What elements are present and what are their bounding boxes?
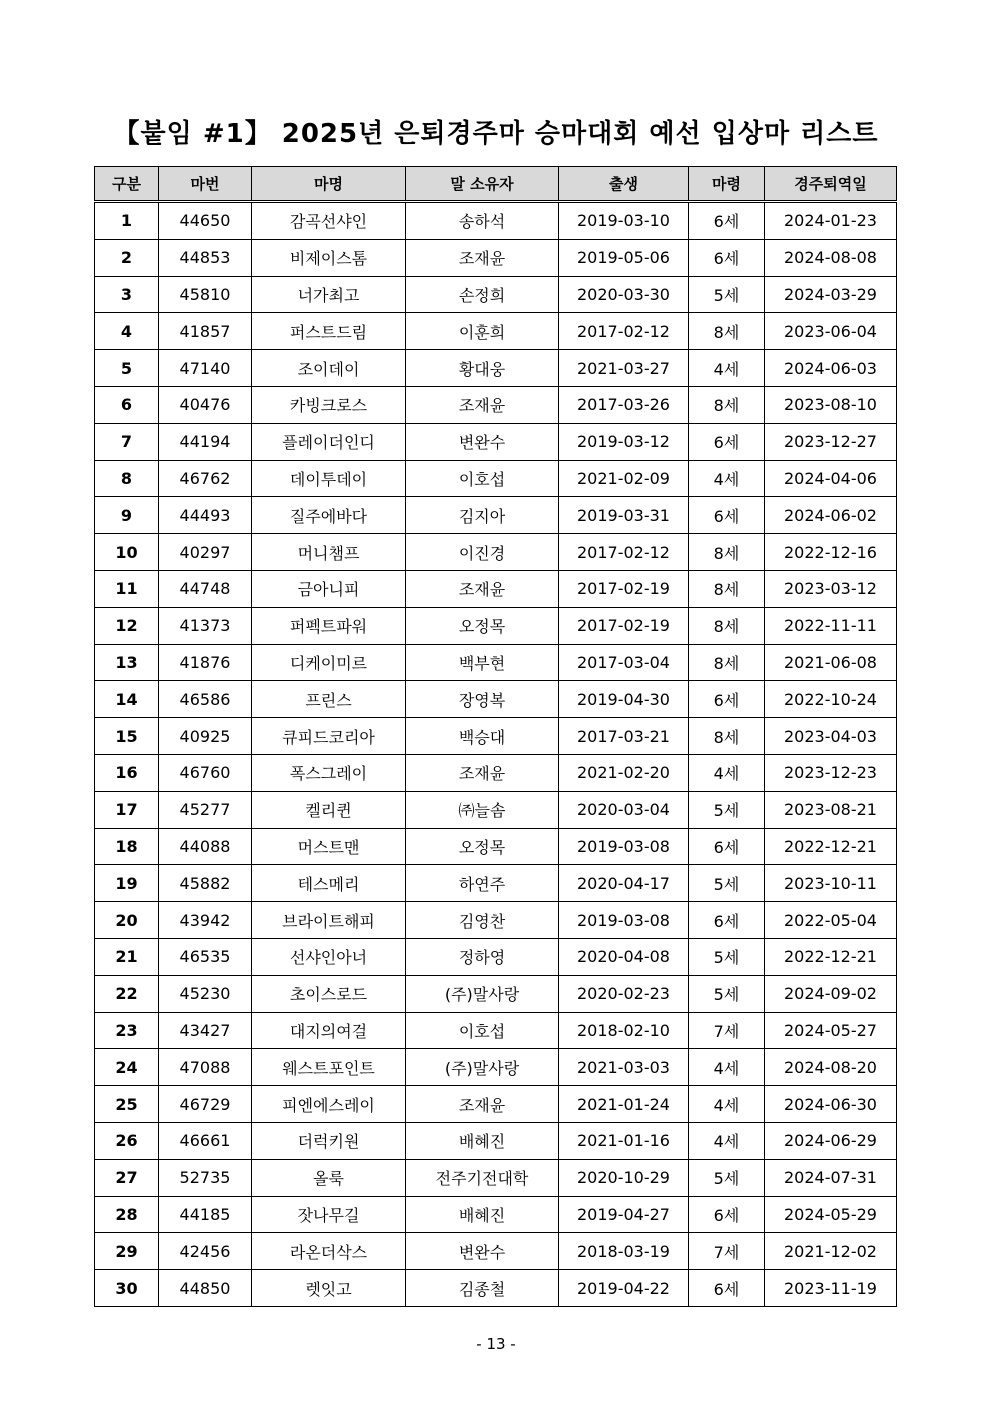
horse-name-cell: 데이투데이 <box>252 460 406 497</box>
birth-date-cell: 2021-01-24 <box>559 1086 689 1123</box>
table-row <box>95 570 897 607</box>
owner-cell: 조재윤 <box>406 570 559 607</box>
table-row <box>95 313 897 350</box>
owner-cell: ㈜늘솜 <box>406 791 559 828</box>
retirement-date-cell: 2024-08-08 <box>765 239 897 276</box>
column-header: 말 소유자 <box>406 167 559 202</box>
owner-cell: 배혜진 <box>406 1196 559 1233</box>
owner-cell: 이진경 <box>406 534 559 571</box>
row-number-cell: 1 <box>95 202 159 240</box>
retirement-date-cell: 2024-07-31 <box>765 1159 897 1196</box>
column-header: 경주퇴역일 <box>765 167 897 202</box>
age-cell: 5세 <box>689 865 765 902</box>
birth-date-cell: 2019-03-08 <box>559 828 689 865</box>
birth-date-cell: 2021-02-20 <box>559 754 689 791</box>
horse-id-cell: 46762 <box>159 460 252 497</box>
age-cell: 4세 <box>689 1086 765 1123</box>
birth-date-cell: 2017-03-26 <box>559 386 689 423</box>
table-row <box>95 607 897 644</box>
age-cell: 7세 <box>689 1012 765 1049</box>
birth-date-cell: 2019-03-12 <box>559 423 689 460</box>
age-cell: 6세 <box>689 902 765 939</box>
horse-id-cell: 45277 <box>159 791 252 828</box>
table-row <box>95 202 897 240</box>
table-row <box>95 423 897 460</box>
owner-cell: 김지아 <box>406 497 559 534</box>
horse-name-cell: 머스트맨 <box>252 828 406 865</box>
row-number-cell: 29 <box>95 1233 159 1270</box>
row-number-cell: 4 <box>95 313 159 350</box>
birth-date-cell: 2019-05-06 <box>559 239 689 276</box>
table-row <box>95 975 897 1012</box>
birth-date-cell: 2020-10-29 <box>559 1159 689 1196</box>
retirement-date-cell: 2021-06-08 <box>765 644 897 681</box>
table-row <box>95 276 897 313</box>
retirement-date-cell: 2024-01-23 <box>765 202 897 240</box>
horse-id-cell: 45810 <box>159 276 252 313</box>
row-number-cell: 28 <box>95 1196 159 1233</box>
horse-id-cell: 45230 <box>159 975 252 1012</box>
row-number-cell: 15 <box>95 718 159 755</box>
horse-id-cell: 47140 <box>159 350 252 387</box>
owner-cell: 황대웅 <box>406 350 559 387</box>
table-row <box>95 534 897 571</box>
horse-name-cell: 금아니피 <box>252 570 406 607</box>
owner-cell: 오정목 <box>406 607 559 644</box>
retirement-date-cell: 2024-04-06 <box>765 460 897 497</box>
horse-id-cell: 44650 <box>159 202 252 240</box>
row-number-cell: 5 <box>95 350 159 387</box>
age-cell: 5세 <box>689 975 765 1012</box>
owner-cell: 김영찬 <box>406 902 559 939</box>
table-row <box>95 681 897 718</box>
table-row <box>95 791 897 828</box>
horse-id-cell: 40476 <box>159 386 252 423</box>
retirement-date-cell: 2024-03-29 <box>765 276 897 313</box>
horse-id-cell: 40297 <box>159 534 252 571</box>
horse-name-cell: 플레이더인디 <box>252 423 406 460</box>
horse-id-cell: 46729 <box>159 1086 252 1123</box>
horse-name-cell: 폭스그레이 <box>252 754 406 791</box>
column-header: 마번 <box>159 167 252 202</box>
birth-date-cell: 2017-02-12 <box>559 534 689 571</box>
table-row <box>95 460 897 497</box>
horse-name-cell: 잣나무길 <box>252 1196 406 1233</box>
horse-id-cell: 41857 <box>159 313 252 350</box>
birth-date-cell: 2017-02-19 <box>559 607 689 644</box>
retirement-date-cell: 2023-12-23 <box>765 754 897 791</box>
table-header-row <box>95 167 897 202</box>
horse-name-cell: 웨스트포인트 <box>252 1049 406 1086</box>
birth-date-cell: 2019-04-27 <box>559 1196 689 1233</box>
age-cell: 4세 <box>689 754 765 791</box>
table-row <box>95 865 897 902</box>
owner-cell: 백승대 <box>406 718 559 755</box>
owner-cell: (주)말사랑 <box>406 1049 559 1086</box>
row-number-cell: 17 <box>95 791 159 828</box>
owner-cell: 이훈희 <box>406 313 559 350</box>
owner-cell: (주)말사랑 <box>406 975 559 1012</box>
age-cell: 4세 <box>689 460 765 497</box>
age-cell: 6세 <box>689 681 765 718</box>
horse-name-cell: 대지의여걸 <box>252 1012 406 1049</box>
row-number-cell: 18 <box>95 828 159 865</box>
horse-id-cell: 44853 <box>159 239 252 276</box>
birth-date-cell: 2020-03-30 <box>559 276 689 313</box>
horse-id-cell: 46535 <box>159 938 252 975</box>
age-cell: 8세 <box>689 644 765 681</box>
age-cell: 4세 <box>689 1049 765 1086</box>
retirement-date-cell: 2023-11-19 <box>765 1270 897 1307</box>
table-row <box>95 902 897 939</box>
age-cell: 6세 <box>689 497 765 534</box>
retirement-date-cell: 2024-06-03 <box>765 350 897 387</box>
row-number-cell: 11 <box>95 570 159 607</box>
retirement-date-cell: 2023-10-11 <box>765 865 897 902</box>
table-row <box>95 350 897 387</box>
table-row <box>95 1159 897 1196</box>
owner-cell: 조재윤 <box>406 754 559 791</box>
birth-date-cell: 2017-03-21 <box>559 718 689 755</box>
horse-name-cell: 너가최고 <box>252 276 406 313</box>
horse-id-cell: 52735 <box>159 1159 252 1196</box>
table-row <box>95 644 897 681</box>
birth-date-cell: 2020-03-04 <box>559 791 689 828</box>
owner-cell: 조재윤 <box>406 386 559 423</box>
age-cell: 8세 <box>689 386 765 423</box>
horse-name-cell: 질주에바다 <box>252 497 406 534</box>
age-cell: 6세 <box>689 1196 765 1233</box>
birth-date-cell: 2019-03-08 <box>559 902 689 939</box>
age-cell: 8세 <box>689 313 765 350</box>
horse-id-cell: 46661 <box>159 1122 252 1159</box>
table-row <box>95 754 897 791</box>
row-number-cell: 7 <box>95 423 159 460</box>
column-header: 마명 <box>252 167 406 202</box>
horse-name-cell: 프린스 <box>252 681 406 718</box>
owner-cell: 손정희 <box>406 276 559 313</box>
age-cell: 4세 <box>689 350 765 387</box>
horse-name-cell: 올룩 <box>252 1159 406 1196</box>
horse-name-cell: 테스메리 <box>252 865 406 902</box>
horse-id-cell: 44748 <box>159 570 252 607</box>
horse-id-cell: 44185 <box>159 1196 252 1233</box>
retirement-date-cell: 2022-12-21 <box>765 938 897 975</box>
age-cell: 5세 <box>689 938 765 975</box>
retirement-date-cell: 2022-05-04 <box>765 902 897 939</box>
horse-id-cell: 42456 <box>159 1233 252 1270</box>
row-number-cell: 22 <box>95 975 159 1012</box>
age-cell: 8세 <box>689 718 765 755</box>
column-header: 구분 <box>95 167 159 202</box>
birth-date-cell: 2021-01-16 <box>559 1122 689 1159</box>
birth-date-cell: 2019-03-10 <box>559 202 689 240</box>
age-cell: 8세 <box>689 607 765 644</box>
retirement-date-cell: 2023-12-27 <box>765 423 897 460</box>
column-header: 마령 <box>689 167 765 202</box>
retirement-date-cell: 2024-08-20 <box>765 1049 897 1086</box>
horse-id-cell: 46586 <box>159 681 252 718</box>
page-title: 【붙임 #1】 2025년 은퇴경주마 승마대회 예선 입상마 리스트 <box>113 119 879 149</box>
owner-cell: 하연주 <box>406 865 559 902</box>
row-number-cell: 12 <box>95 607 159 644</box>
age-cell: 7세 <box>689 1233 765 1270</box>
row-number-cell: 26 <box>95 1122 159 1159</box>
retirement-date-cell: 2024-09-02 <box>765 975 897 1012</box>
row-number-cell: 3 <box>95 276 159 313</box>
table-row <box>95 1122 897 1159</box>
birth-date-cell: 2020-04-08 <box>559 938 689 975</box>
horse-id-cell: 44850 <box>159 1270 252 1307</box>
retirement-date-cell: 2022-12-21 <box>765 828 897 865</box>
horse-id-cell: 45882 <box>159 865 252 902</box>
owner-cell: 김종철 <box>406 1270 559 1307</box>
birth-date-cell: 2020-02-23 <box>559 975 689 1012</box>
table-row <box>95 828 897 865</box>
horse-name-cell: 더럭키원 <box>252 1122 406 1159</box>
retirement-date-cell: 2023-03-12 <box>765 570 897 607</box>
table-row <box>95 497 897 534</box>
age-cell: 6세 <box>689 202 765 240</box>
age-cell: 6세 <box>689 828 765 865</box>
table-row <box>95 938 897 975</box>
retirement-date-cell: 2022-12-16 <box>765 534 897 571</box>
owner-cell: 이호섭 <box>406 460 559 497</box>
retirement-date-cell: 2024-06-30 <box>765 1086 897 1123</box>
horse-id-cell: 41373 <box>159 607 252 644</box>
birth-date-cell: 2019-04-22 <box>559 1270 689 1307</box>
horse-id-cell: 46760 <box>159 754 252 791</box>
birth-date-cell: 2017-02-12 <box>559 313 689 350</box>
horse-name-cell: 비제이스톰 <box>252 239 406 276</box>
row-number-cell: 21 <box>95 938 159 975</box>
age-cell: 5세 <box>689 276 765 313</box>
horse-name-cell: 큐피드코리아 <box>252 718 406 755</box>
age-cell: 5세 <box>689 791 765 828</box>
retirement-date-cell: 2023-08-21 <box>765 791 897 828</box>
age-cell: 5세 <box>689 1159 765 1196</box>
birth-date-cell: 2018-03-19 <box>559 1233 689 1270</box>
table-row <box>95 239 897 276</box>
horse-name-cell: 카빙크로스 <box>252 386 406 423</box>
horse-id-cell: 44088 <box>159 828 252 865</box>
owner-cell: 이호섭 <box>406 1012 559 1049</box>
horse-name-cell: 감곡선샤인 <box>252 202 406 240</box>
horse-name-cell: 디케이미르 <box>252 644 406 681</box>
age-cell: 6세 <box>689 423 765 460</box>
owner-cell: 조재윤 <box>406 239 559 276</box>
horse-name-cell: 머니챔프 <box>252 534 406 571</box>
horse-name-cell: 퍼스트드림 <box>252 313 406 350</box>
row-number-cell: 20 <box>95 902 159 939</box>
table-row <box>95 1049 897 1086</box>
birth-date-cell: 2020-04-17 <box>559 865 689 902</box>
horse-name-cell: 라온더삭스 <box>252 1233 406 1270</box>
horse-id-cell: 40925 <box>159 718 252 755</box>
retirement-date-cell: 2023-04-03 <box>765 718 897 755</box>
owner-cell: 백부현 <box>406 644 559 681</box>
owner-cell: 송하석 <box>406 202 559 240</box>
horse-list-table <box>94 166 897 1307</box>
horse-name-cell: 퍼펙트파워 <box>252 607 406 644</box>
row-number-cell: 23 <box>95 1012 159 1049</box>
birth-date-cell: 2019-03-31 <box>559 497 689 534</box>
retirement-date-cell: 2022-10-24 <box>765 681 897 718</box>
horse-name-cell: 조이데이 <box>252 350 406 387</box>
retirement-date-cell: 2024-06-29 <box>765 1122 897 1159</box>
birth-date-cell: 2021-03-03 <box>559 1049 689 1086</box>
table-row <box>95 1086 897 1123</box>
row-number-cell: 9 <box>95 497 159 534</box>
birth-date-cell: 2017-02-19 <box>559 570 689 607</box>
retirement-date-cell: 2021-12-02 <box>765 1233 897 1270</box>
owner-cell: 변완수 <box>406 1233 559 1270</box>
retirement-date-cell: 2022-11-11 <box>765 607 897 644</box>
column-header: 출생 <box>559 167 689 202</box>
birth-date-cell: 2021-03-27 <box>559 350 689 387</box>
row-number-cell: 25 <box>95 1086 159 1123</box>
table-row <box>95 1012 897 1049</box>
horse-name-cell: 켈리퀸 <box>252 791 406 828</box>
row-number-cell: 13 <box>95 644 159 681</box>
birth-date-cell: 2019-04-30 <box>559 681 689 718</box>
birth-date-cell: 2021-02-09 <box>559 460 689 497</box>
row-number-cell: 19 <box>95 865 159 902</box>
table-row <box>95 1196 897 1233</box>
horse-id-cell: 44194 <box>159 423 252 460</box>
horse-name-cell: 렛잇고 <box>252 1270 406 1307</box>
age-cell: 8세 <box>689 570 765 607</box>
age-cell: 4세 <box>689 1122 765 1159</box>
horse-name-cell: 선샤인아너 <box>252 938 406 975</box>
retirement-date-cell: 2024-06-02 <box>765 497 897 534</box>
row-number-cell: 24 <box>95 1049 159 1086</box>
row-number-cell: 16 <box>95 754 159 791</box>
owner-cell: 장영복 <box>406 681 559 718</box>
row-number-cell: 10 <box>95 534 159 571</box>
row-number-cell: 27 <box>95 1159 159 1196</box>
horse-id-cell: 43942 <box>159 902 252 939</box>
horse-id-cell: 41876 <box>159 644 252 681</box>
retirement-date-cell: 2024-05-29 <box>765 1196 897 1233</box>
owner-cell: 변완수 <box>406 423 559 460</box>
row-number-cell: 14 <box>95 681 159 718</box>
table-row <box>95 1233 897 1270</box>
retirement-date-cell: 2023-06-04 <box>765 313 897 350</box>
horse-id-cell: 43427 <box>159 1012 252 1049</box>
row-number-cell: 8 <box>95 460 159 497</box>
table-row <box>95 718 897 755</box>
horse-name-cell: 브라이트해피 <box>252 902 406 939</box>
birth-date-cell: 2017-03-04 <box>559 644 689 681</box>
table-row <box>95 386 897 423</box>
table-row <box>95 1270 897 1307</box>
owner-cell: 조재윤 <box>406 1086 559 1123</box>
birth-date-cell: 2018-02-10 <box>559 1012 689 1049</box>
horse-name-cell: 피엔에스레이 <box>252 1086 406 1123</box>
horse-id-cell: 44493 <box>159 497 252 534</box>
age-cell: 8세 <box>689 534 765 571</box>
owner-cell: 정하영 <box>406 938 559 975</box>
age-cell: 6세 <box>689 1270 765 1307</box>
horse-id-cell: 47088 <box>159 1049 252 1086</box>
row-number-cell: 2 <box>95 239 159 276</box>
retirement-date-cell: 2024-05-27 <box>765 1012 897 1049</box>
owner-cell: 전주기전대학 <box>406 1159 559 1196</box>
age-cell: 6세 <box>689 239 765 276</box>
owner-cell: 배혜진 <box>406 1122 559 1159</box>
row-number-cell: 30 <box>95 1270 159 1307</box>
page-number: - 13 - <box>476 1335 516 1353</box>
row-number-cell: 6 <box>95 386 159 423</box>
horse-name-cell: 초이스로드 <box>252 975 406 1012</box>
retirement-date-cell: 2023-08-10 <box>765 386 897 423</box>
owner-cell: 오정목 <box>406 828 559 865</box>
